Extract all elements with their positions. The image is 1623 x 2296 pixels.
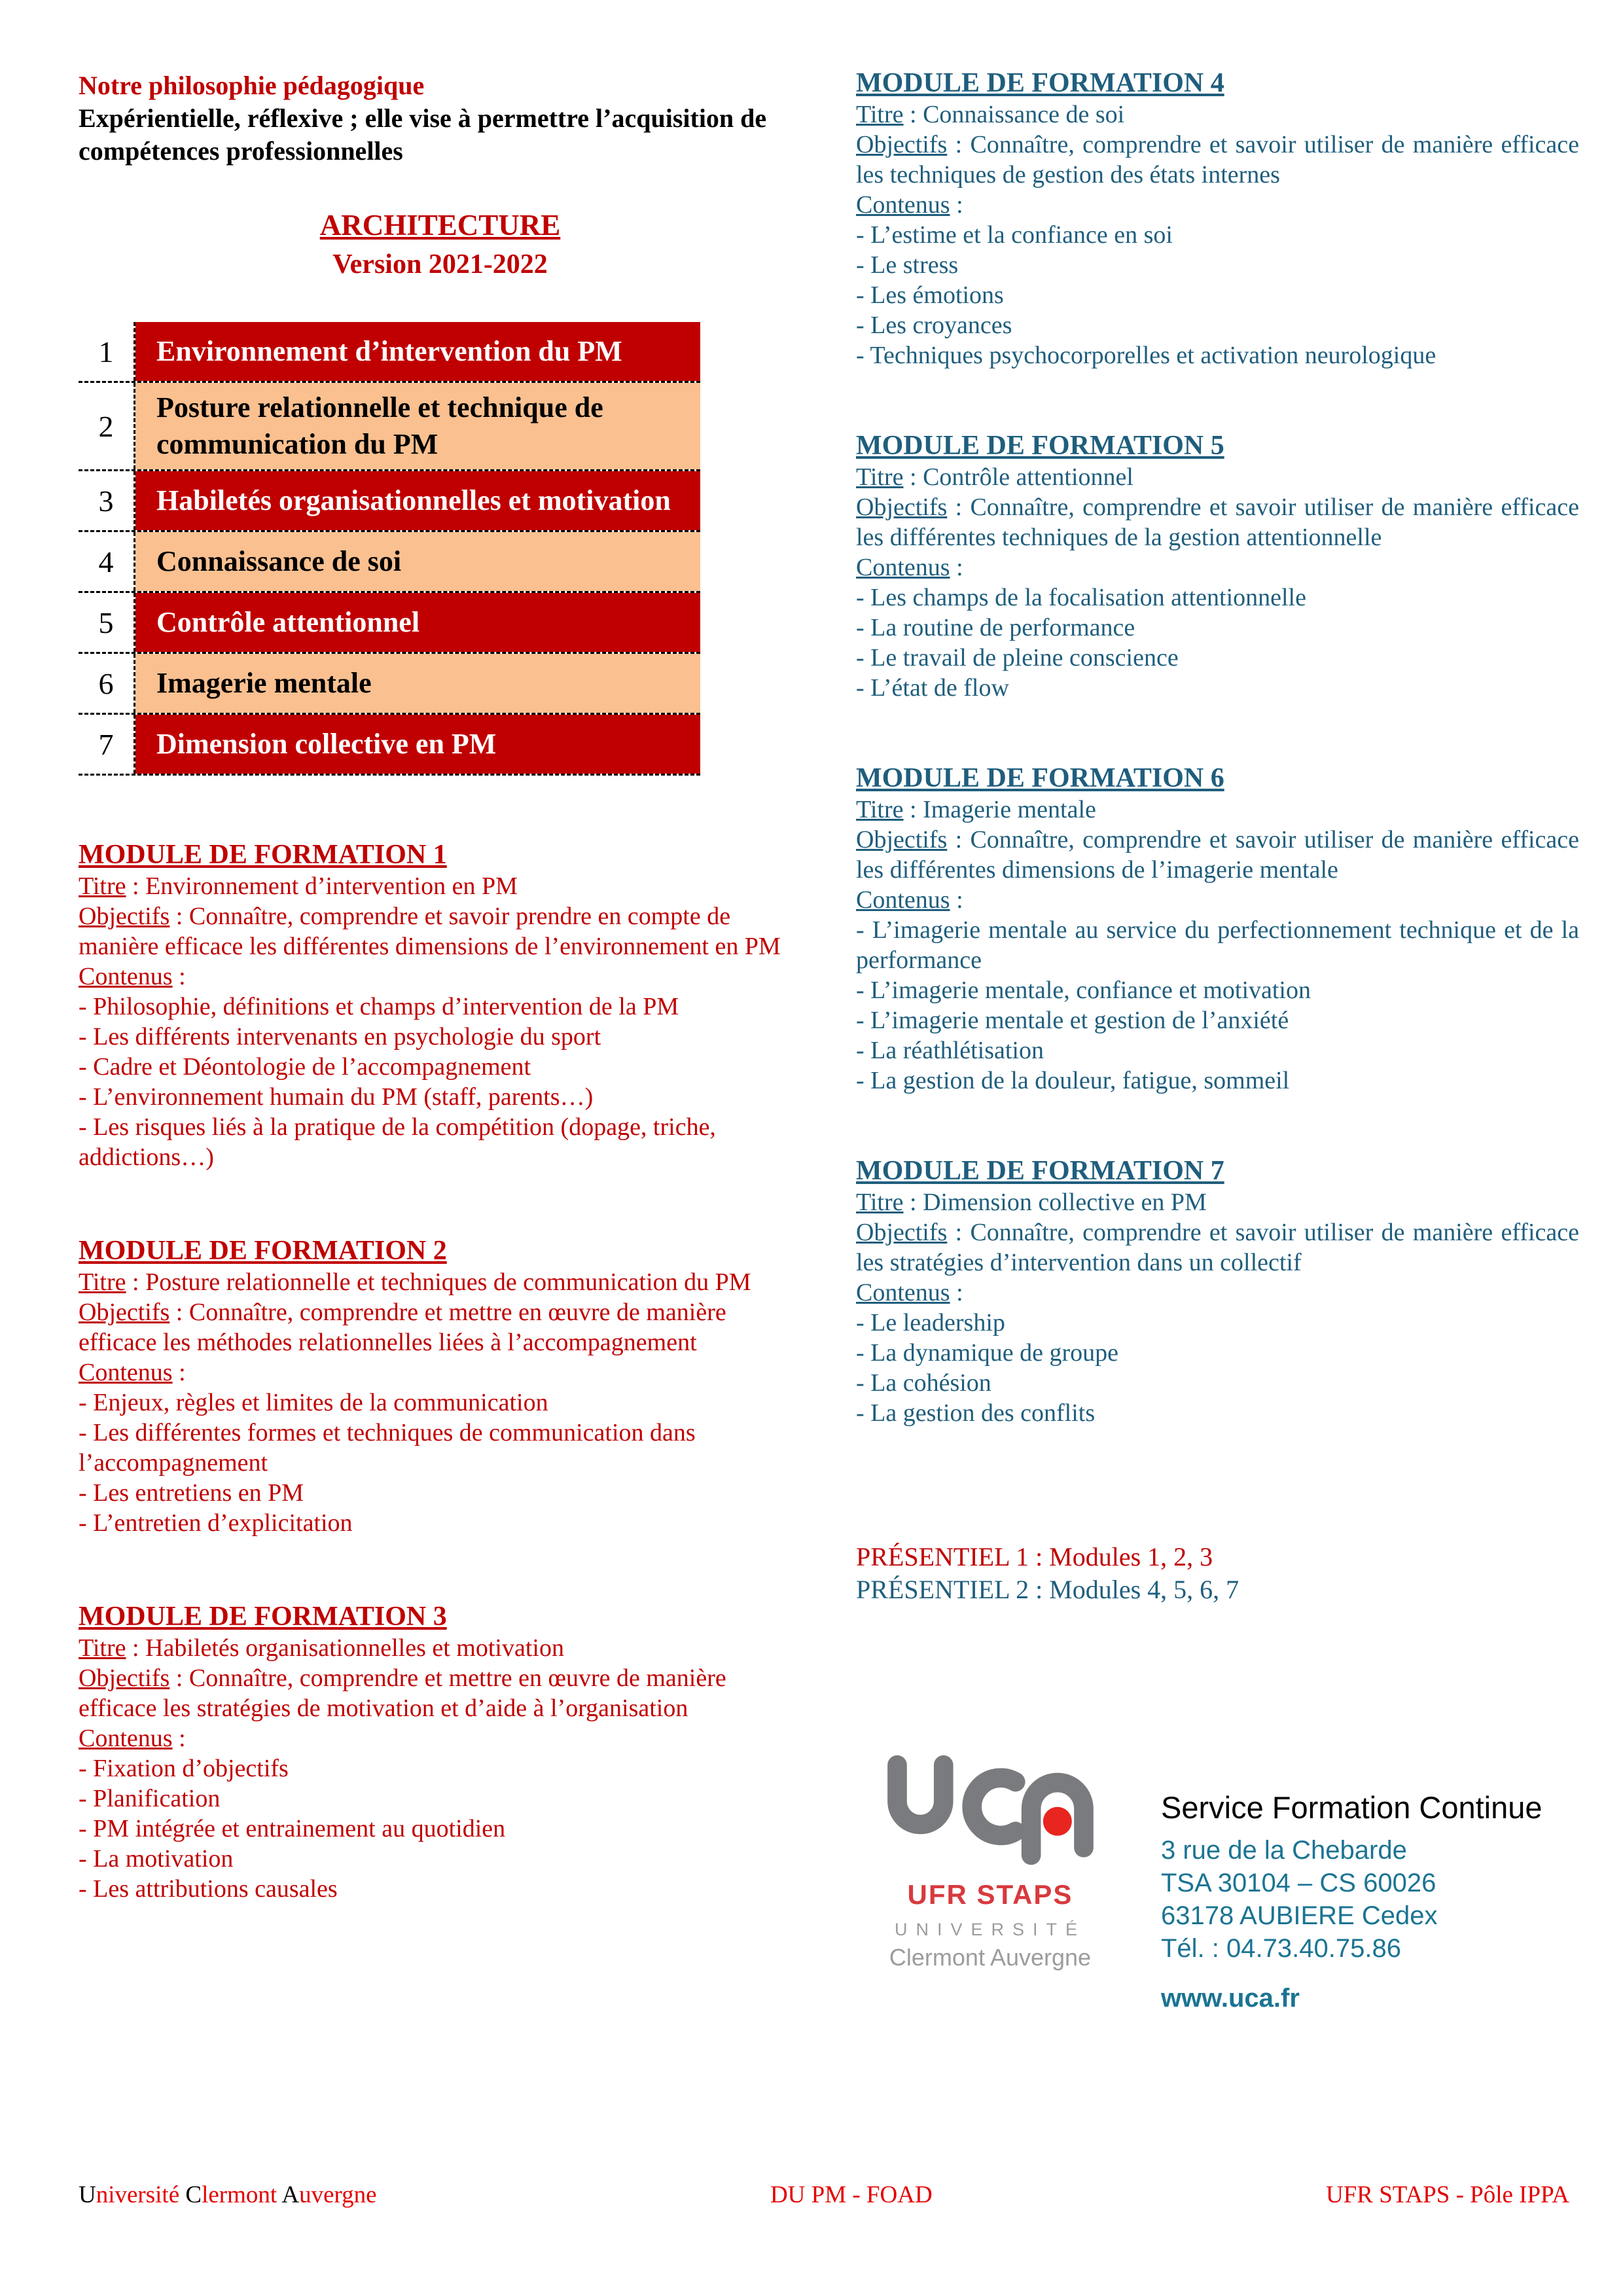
table-row — [79, 471, 700, 532]
row-number: 5 — [79, 593, 135, 652]
module-section-1 — [79, 838, 802, 1172]
phone-number: Tél. : 04.73.40.75.86 — [1161, 1934, 1401, 1963]
content-item: - Enjeux, règles et limites de la communication — [79, 1389, 548, 1416]
content-item: - Les entretiens en PM — [79, 1479, 304, 1507]
content-item: - Les différentes formes et techniques de communication dans l’accompagnement — [79, 1419, 696, 1477]
module-objectifs: Objectifs : Connaître, comprendre et savoir utiliser de manière efficace les différentes dimensions de l’imagerie mentale — [856, 826, 1579, 884]
row-label: Environnement d’intervention du PM — [135, 322, 700, 381]
content-item: - Le travail de pleine conscience — [856, 644, 1179, 672]
table-row — [79, 654, 700, 715]
module-objectifs: Objectifs : Connaître, comprendre et mettre en œuvre de manière efficace les méthodes relationnelles liées à l’accompagnement — [79, 1299, 726, 1356]
row-label: Dimension collective en PM — [135, 715, 700, 774]
row-number: 4 — [79, 532, 135, 591]
address-line: 63178 AUBIERE Cedex — [1161, 1901, 1438, 1930]
clermont-auvergne-label: Clermont Auvergne — [889, 1944, 1092, 1971]
module-section-3 — [79, 1600, 802, 1904]
module-titre: Titre : Contrôle attentionnel — [856, 463, 1133, 491]
module-contenus: Contenus : — [79, 963, 186, 990]
content-item: - L’imagerie mentale et gestion de l’anxiété — [856, 1007, 1289, 1034]
contact-block — [1161, 1791, 1543, 2015]
content-item: - Le leadership — [856, 1309, 1005, 1336]
architecture-title: ARCHITECTURE — [319, 209, 561, 242]
table-row — [79, 532, 700, 593]
content-item: - L’entretien d’explicitation — [79, 1509, 353, 1537]
module-contenus: Contenus : — [856, 554, 963, 581]
content-item: - La gestion des conflits — [856, 1399, 1096, 1427]
content-item: - L’estime et la confiance en soi — [856, 221, 1173, 249]
content-item: - L’imagerie mentale au service du perfectionnement technique et de la performance — [856, 916, 1579, 974]
logo-red-dot-icon — [1043, 1807, 1072, 1836]
table-row — [79, 593, 700, 654]
module-contenus: Contenus : — [79, 1359, 186, 1386]
content-item: - Philosophie, définitions et champs d’intervention de la PM — [79, 993, 679, 1020]
content-item: - L’imagerie mentale, confiance et motivation — [856, 977, 1311, 1004]
content-item: - La motivation — [79, 1845, 234, 1873]
content-item: - Fixation d’objectifs — [79, 1755, 289, 1782]
row-label: Habiletés organisationnelles et motivation — [135, 471, 700, 530]
table-row — [79, 322, 700, 383]
module-titre: Titre : Environnement d’intervention en PM — [79, 872, 518, 900]
row-number: 2 — [79, 383, 135, 469]
module-heading: MODULE DE FORMATION 3 — [79, 1602, 447, 1632]
row-number: 6 — [79, 654, 135, 713]
universite-label: UNIVERSITÉ — [894, 1920, 1086, 1939]
content-item: - La dynamique de groupe — [856, 1339, 1118, 1367]
module-contenus: Contenus : — [856, 1279, 963, 1306]
uca-logo-glyphs — [882, 1754, 1098, 1869]
footer-center: DU PM - FOAD — [770, 2181, 933, 2208]
content-item: - Les risques liés à la pratique de la compétition (dopage, triche, addictions…) — [79, 1113, 716, 1171]
content-item: - Les émotions — [856, 281, 1004, 309]
version-subtitle: Version 2021-2022 — [332, 249, 548, 279]
module-titre: Titre : Connaissance de soi — [856, 101, 1125, 128]
module-heading: MODULE DE FORMATION 6 — [856, 763, 1224, 793]
module-titre: Titre : Posture relationnelle et techniques de communication du PM — [79, 1268, 751, 1296]
modules-table — [79, 322, 700, 776]
row-number: 1 — [79, 322, 135, 381]
address-line: TSA 30104 – CS 60026 — [1161, 1869, 1436, 1897]
module-contenus: Contenus : — [79, 1725, 186, 1752]
module-section-6 — [856, 762, 1579, 1096]
module-objectifs: Objectifs : Connaître, comprendre et savoir utiliser de manière efficace les différentes techniques de la gestion attentionnelle — [856, 493, 1579, 551]
content-item: - L’environnement humain du PM (staff, parents…) — [79, 1083, 594, 1111]
philosophy-text: Expérientielle, réflexive ; elle vise à permettre l’acquisition de compétences professionnelles — [79, 103, 767, 166]
row-label: Connaissance de soi — [135, 532, 700, 591]
module-section-5 — [856, 429, 1579, 703]
module-titre: Titre : Habiletés organisationnelles et motivation — [79, 1634, 564, 1662]
presentiel-block — [856, 1541, 1579, 1606]
content-item: - La routine de performance — [856, 614, 1135, 641]
module-objectifs: Objectifs : Connaître, comprendre et savoir prendre en compte de manière efficace les différentes dimensions de l’environnement en PM — [79, 903, 781, 960]
content-item: - Les champs de la focalisation attentionnelle — [856, 584, 1306, 611]
content-item: - Planification — [79, 1785, 221, 1812]
module-heading: MODULE DE FORMATION 2 — [79, 1236, 447, 1266]
module-section-7 — [856, 1155, 1579, 1428]
content-item: - Techniques psychocorporelles et activation neurologique — [856, 342, 1436, 369]
module-contenus: Contenus : — [856, 191, 963, 219]
footer-right: UFR STAPS - Pôle IPPA — [1326, 2181, 1569, 2208]
right-column — [856, 0, 1579, 2015]
content-item: - Cadre et Déontologie de l’accompagnement — [79, 1053, 531, 1081]
row-number: 7 — [79, 715, 135, 774]
content-item: - L’état de flow — [856, 674, 1009, 702]
row-label: Contrôle attentionnel — [135, 593, 700, 652]
module-heading: MODULE DE FORMATION 7 — [856, 1156, 1224, 1186]
module-titre: Titre : Dimension collective en PM — [856, 1189, 1207, 1216]
table-row — [79, 383, 700, 471]
content-item: - Le stress — [856, 251, 959, 279]
row-number: 3 — [79, 471, 135, 530]
website-link[interactable]: www.uca.fr — [1161, 1984, 1300, 2013]
content-item: - La gestion de la douleur, fatigue, sommeil — [856, 1067, 1290, 1094]
row-label: Posture relationnelle et technique de communication du PM — [135, 383, 700, 469]
uca-logo — [856, 1754, 1124, 1971]
content-item: - Les attributions causales — [79, 1875, 338, 1903]
module-heading: MODULE DE FORMATION 4 — [856, 68, 1224, 98]
module-heading: MODULE DE FORMATION 1 — [79, 840, 447, 870]
service-name: Service Formation Continue — [1161, 1790, 1543, 1825]
presentiel-2: PRÉSENTIEL 2 : Modules 4, 5, 6, 7 — [856, 1575, 1240, 1604]
module-objectifs: Objectifs : Connaître, comprendre et savoir utiliser de manière efficace les techniques de gestion des états internes — [856, 131, 1579, 188]
philosophy-title: Notre philosophie pédagogique — [79, 71, 425, 100]
footer-left: Université Clermont Auvergne — [79, 2181, 377, 2208]
module-contenus: Contenus : — [856, 886, 963, 914]
module-heading: MODULE DE FORMATION 5 — [856, 431, 1224, 461]
module-section-2 — [79, 1234, 802, 1538]
left-column — [79, 0, 802, 1904]
content-item: - La cohésion — [856, 1369, 991, 1397]
module-objectifs: Objectifs : Connaître, comprendre et savoir utiliser de manière efficace les stratégies d’intervention dans un collectif — [856, 1219, 1579, 1276]
page-footer — [79, 2181, 1569, 2209]
table-row — [79, 715, 700, 776]
content-item: - Les croyances — [856, 312, 1012, 339]
row-label: Imagerie mentale — [135, 654, 700, 713]
ufr-staps-label: UFR STAPS — [907, 1879, 1073, 1910]
content-item: - La réathlétisation — [856, 1037, 1044, 1064]
module-titre: Titre : Imagerie mentale — [856, 796, 1096, 823]
presentiel-1: PRÉSENTIEL 1 : Modules 1, 2, 3 — [856, 1542, 1213, 1571]
module-section-4 — [856, 67, 1579, 370]
content-item: - PM intégrée et entrainement au quotidien — [79, 1815, 506, 1842]
address-line: 3 rue de la Chebarde — [1161, 1836, 1407, 1865]
module-objectifs: Objectifs : Connaître, comprendre et mettre en œuvre de manière efficace les stratégies de motivation et d’aide à l’organisation — [79, 1664, 726, 1722]
brand-block — [856, 1754, 1579, 2015]
content-item: - Les différents intervenants en psychologie du sport — [79, 1023, 601, 1050]
